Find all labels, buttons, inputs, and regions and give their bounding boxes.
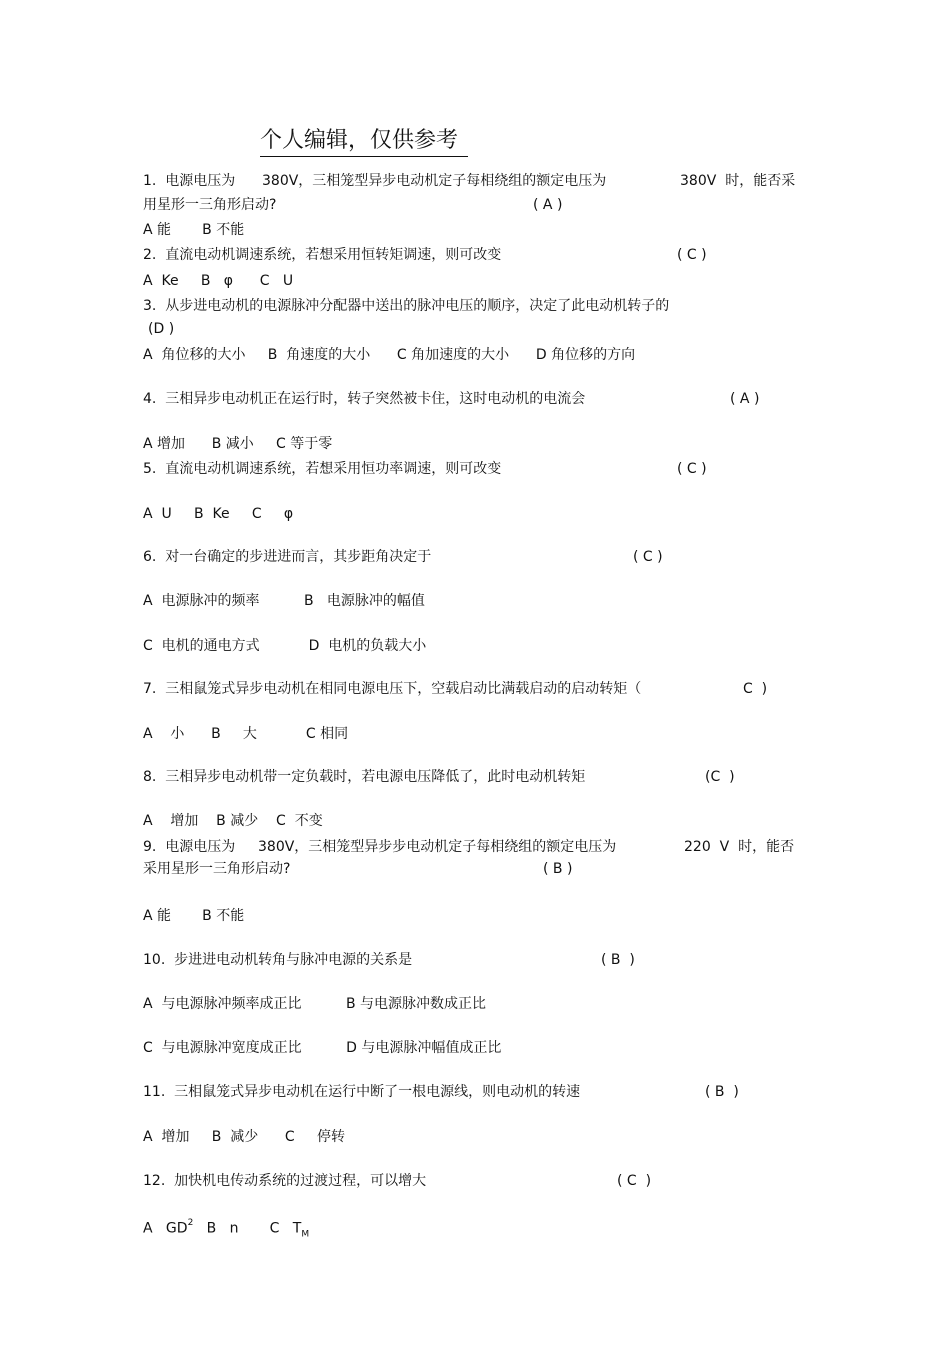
q1-answer: ( A ): [533, 197, 563, 213]
q10-options-row1: A 与电源脉冲频率成正比 B 与电源脉冲数成正比: [143, 996, 487, 1012]
q5-stem: 5. 直流电动机调速系统，若想采用恒功率调速，则可改变: [143, 461, 502, 477]
q1-stem-part2: 380V，三相笼型异步电动机定子每相绕组的额定电压为: [262, 173, 607, 189]
q6-options-row1: A 电源脉冲的频率 B 电源脉冲的幅值: [143, 593, 425, 609]
q3-stem: 3. 从步进电动机的电源脉冲分配器中送出的脉冲电压的顺序，决定了此电动机转子的: [143, 298, 670, 314]
q1-options: A 能 B 不能: [143, 222, 245, 238]
q4-stem: 4. 三相异步电动机正在运行时，转子突然被卡住，这时电动机的电流会: [143, 391, 586, 407]
q9-stem-part3: 220 V 时，能否: [684, 839, 795, 855]
q3-options: A 角位移的大小 B 角速度的大小 C 角加速度的大小 D 角位移的方向: [143, 347, 636, 363]
q7-stem: 7. 三相鼠笼式异步电动机在相同电源电压下，空载启动比满载启动的启动转矩（: [143, 681, 642, 697]
q11-options: A 增加 B 减少 C 停转: [143, 1129, 345, 1145]
q10-options-row2: C 与电源脉冲宽度成正比 D 与电源脉冲幅值成正比: [143, 1040, 502, 1056]
q10-answer: ( B ): [601, 952, 635, 968]
q8-stem: 8. 三相异步电动机带一定负载时，若电源电压降低了，此时电动机转矩: [143, 769, 586, 785]
q6-options-row2: C 电机的通电方式 D 电机的负载大小: [143, 638, 427, 654]
q9-stem-part1: 9. 电源电压为: [143, 839, 236, 855]
q12-option-c-subscript: M: [301, 1229, 310, 1240]
q9-answer: ( B ): [543, 861, 573, 877]
q5-answer: ( C ): [677, 461, 707, 477]
q5-options: A U B Ke C φ: [143, 506, 294, 522]
q8-answer: (C ): [705, 769, 735, 785]
q12-option-bc: B n C T: [193, 1220, 302, 1237]
q10-stem: 10. 步进进电动机转角与脉冲电源的关系是: [143, 952, 413, 968]
q3-answer: (D ): [148, 321, 175, 337]
q2-answer: ( C ): [677, 247, 707, 263]
q12-answer: ( C ): [617, 1173, 652, 1189]
q12-stem: 12. 加快机电传动系统的过渡过程，可以增大: [143, 1173, 427, 1189]
q9-stem-line2: 采用星形一三角形启动?: [143, 861, 291, 877]
q7-options: A 小 B 大 C 相同: [143, 726, 349, 742]
q6-answer: ( C ): [633, 549, 663, 565]
q9-stem-part2: 380V，三相笼型异步步电动机定子每相绕组的额定电压为: [258, 839, 617, 855]
q4-answer: ( A ): [730, 391, 760, 407]
q11-answer: ( B ): [705, 1084, 739, 1100]
q12-options: [143, 1216, 309, 1243]
q12-option-a: A GD: [143, 1220, 188, 1237]
q1-stem-line2: 用星形一三角形启动?: [143, 197, 277, 213]
q11-stem: 11. 三相鼠笼式异步电动机在运行中断了一根电源线，则电动机的转速: [143, 1084, 581, 1100]
q2-options: A Ke B φ C U: [143, 273, 294, 289]
q4-options: A 增加 B 减小 C 等于零: [143, 436, 333, 452]
q2-stem: 2. 直流电动机调速系统，若想采用恒转矩调速，则可改变: [143, 247, 502, 263]
q1-stem-part1: 1. 电源电压为: [143, 173, 236, 189]
q6-stem: 6. 对一台确定的步进进而言，其步距角决定于: [143, 549, 432, 565]
q12-option-a-superscript: 2: [187, 1218, 194, 1228]
q8-options: A 增加 B 减少 C 不变: [143, 813, 323, 829]
q7-answer: C ): [743, 681, 768, 697]
q9-options: A 能 B 不能: [143, 908, 245, 924]
q1-stem-part3: 380V 时，能否采: [680, 173, 796, 189]
page-title: 个人编辑，仅供参考: [260, 126, 468, 157]
